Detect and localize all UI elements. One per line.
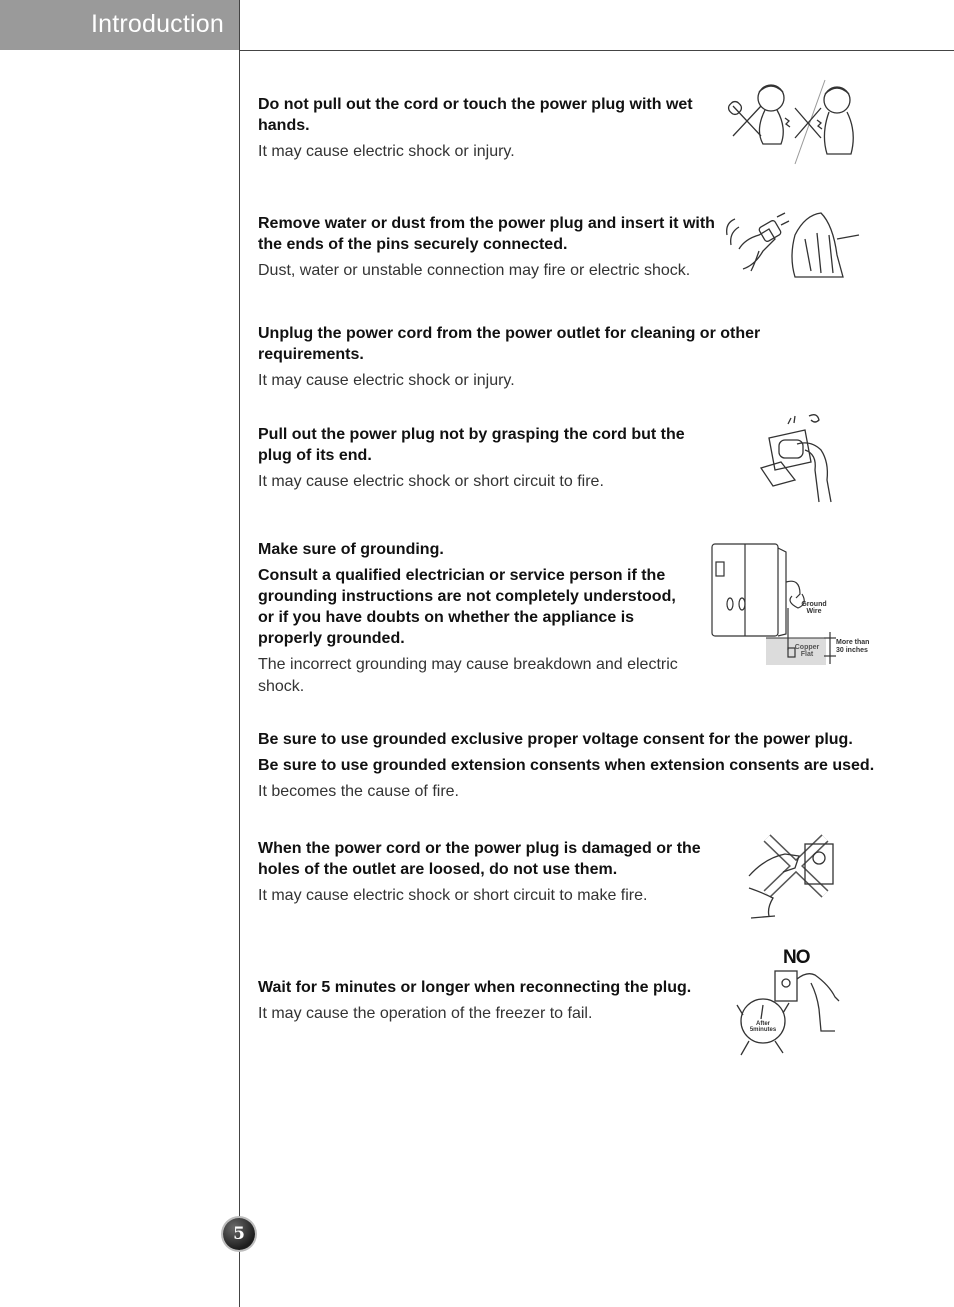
- header-divider: [240, 50, 954, 51]
- warning-grounded-consent: [258, 729, 918, 803]
- warning-heading-detail: Be sure to use grounded extension consents when extension consents are used.: [258, 757, 875, 774]
- ground-wire-label: Ground Wire: [801, 601, 827, 615]
- pull-plug-illustration: [755, 410, 845, 506]
- warning-heading-detail: Consult a qualified electrician or service person if the grounding instructions are not completely understood, or if you have doubts on whether the appliance is properly grounded.: [258, 567, 676, 647]
- warning-heading: Remove water or dust from the power plug and insert it with the ends of the pins securely connected.: [258, 215, 715, 253]
- warning-body: Dust, water or unstable connection may fire or electric shock.: [258, 262, 691, 279]
- wet-hands-illustration: [725, 78, 865, 166]
- no-label: NO: [783, 947, 810, 968]
- section-header-tab: [0, 0, 240, 50]
- warning-body: It may cause electric shock or short circuit to make fire.: [258, 887, 648, 904]
- reconnect-illustration: [735, 945, 845, 1060]
- warning-heading: Make sure of grounding.: [258, 541, 444, 558]
- warning-pull-plug: [258, 424, 718, 493]
- warning-heading: Wait for 5 minutes or longer when reconnecting the plug.: [258, 979, 692, 996]
- clean-plug-illustration: [725, 205, 865, 285]
- warning-wet-hands: [258, 94, 718, 163]
- warning-damaged-cord: [258, 838, 708, 907]
- depth-label: More than 30 inches: [836, 639, 870, 654]
- warning-body: It may cause electric shock or short circuit to fire.: [258, 473, 604, 490]
- page-number-badge: 5: [223, 1218, 255, 1250]
- after-5-minutes-label: After 5minutes: [749, 1021, 777, 1033]
- warning-body: The incorrect grounding may cause breakdown and electric shock.: [258, 656, 678, 695]
- warning-heading: Pull out the power plug not by grasping the cord but the plug of its end.: [258, 426, 685, 464]
- warning-body: It becomes the cause of fire.: [258, 783, 459, 800]
- margin-divider: [239, 0, 240, 1307]
- warning-heading: Do not pull out the cord or touch the power plug with wet hands.: [258, 96, 693, 134]
- warning-heading: When the power cord or the power plug is damaged or the holes of the outlet are loosed, do not use them.: [258, 840, 701, 878]
- grounding-illustration: [708, 538, 878, 668]
- warning-body: It may cause electric shock or injury.: [258, 372, 515, 389]
- warning-body: It may cause the operation of the freezer to fail.: [258, 1005, 593, 1022]
- section-title: Introduction: [90, 10, 224, 38]
- copper-flat-label: Copper Flat: [794, 644, 820, 658]
- warning-body: It may cause electric shock or injury.: [258, 143, 515, 160]
- warning-heading: Unplug the power cord from the power outlet for cleaning or other requirements.: [258, 325, 761, 363]
- warning-grounding: [258, 539, 694, 698]
- warning-remove-dust: [258, 213, 718, 282]
- damaged-cord-illustration: [745, 828, 845, 923]
- warning-heading: Be sure to use grounded exclusive proper voltage consent for the power plug.: [258, 731, 853, 748]
- warning-unplug-cleaning: [258, 323, 818, 392]
- warning-reconnect-wait: [258, 977, 728, 1025]
